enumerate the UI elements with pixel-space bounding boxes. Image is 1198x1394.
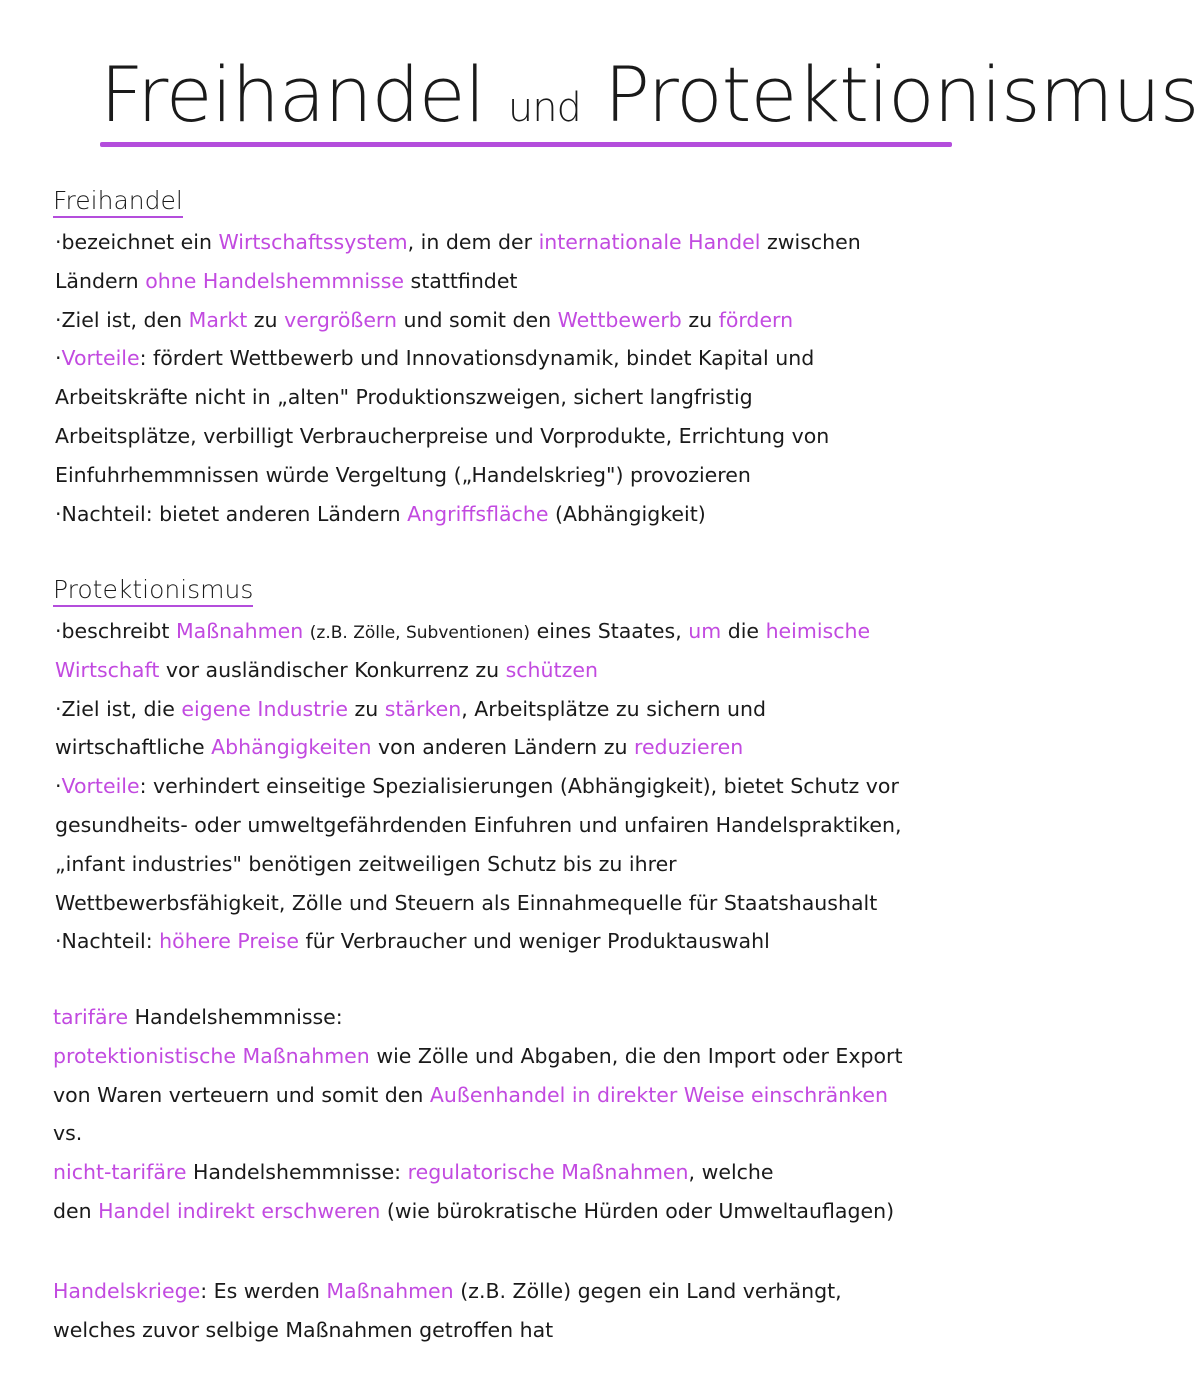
highlight-term: Abhängigkeiten xyxy=(211,735,372,760)
heading-freihandel: Freihandel xyxy=(53,186,183,218)
highlight-term: Maßnahmen xyxy=(326,1279,454,1303)
text-segment: von anderen Ländern zu xyxy=(371,735,634,760)
text-segment: vor ausländischer Konkurrenz zu xyxy=(159,657,506,682)
title-underline xyxy=(100,142,952,147)
text-segment: stattfindet xyxy=(404,268,518,293)
title-part2: Protektionismus xyxy=(604,50,1198,139)
text-segment: zu xyxy=(247,307,285,332)
text-segment: ·bezeichnet ein xyxy=(55,230,219,254)
text-line xyxy=(53,1037,1040,1076)
text-line xyxy=(55,690,1040,729)
text-segment: ·Ziel ist, den xyxy=(55,307,189,332)
text-segment: ·Nachteil: xyxy=(55,929,160,954)
text-line xyxy=(55,728,1040,767)
text-segment: wie Zölle und Abgaben, die den Import oder Export xyxy=(369,1043,903,1068)
text-line xyxy=(55,378,1040,417)
text-segment: gesundheits- oder umweltgefährdenden Einfuhren und unfairen Handelspraktiken, xyxy=(55,812,902,837)
text-segment: Arbeitsplätze, verbilligt Verbraucherpreise und Vorprodukte, Errichtung von xyxy=(55,423,830,448)
title-connector: und xyxy=(507,85,581,131)
highlight-term: heimische xyxy=(765,619,871,643)
highlight-term: um xyxy=(688,619,722,643)
highlight-term: protektionistische Maßnahmen xyxy=(53,1043,370,1068)
text-segment: zu xyxy=(347,696,385,721)
text-line xyxy=(53,1114,1040,1153)
highlight-term: Angriffsfläche xyxy=(407,501,549,526)
text-line xyxy=(55,884,1040,923)
heading-protektionismus: Protektionismus xyxy=(53,575,253,607)
text-segment: · xyxy=(55,774,62,799)
text-segment: und somit den xyxy=(397,307,558,332)
text-segment: die xyxy=(721,619,766,643)
highlight-term: vergrößern xyxy=(284,307,397,332)
highlight-term: fördern xyxy=(718,307,794,332)
text-segment: ·Nachteil: bietet anderen Ländern xyxy=(55,501,408,526)
highlight-term: stärken xyxy=(384,696,462,721)
text-line xyxy=(55,845,1040,884)
section-protektionismus xyxy=(55,612,1040,961)
text-line xyxy=(53,1076,1040,1115)
text-segment: (z.B. Zölle) gegen ein Land verhängt, xyxy=(453,1279,842,1303)
text-segment: , welche xyxy=(688,1160,774,1185)
highlight-term: Wettbewerb xyxy=(557,307,682,332)
highlight-term: Maßnahmen xyxy=(175,619,304,643)
text-segment: von Waren verteuern und somit den xyxy=(53,1082,430,1107)
text-segment: eines Staates, xyxy=(530,619,689,643)
text-line xyxy=(53,1153,1040,1192)
text-segment: : Es werden xyxy=(200,1279,327,1303)
text-segment: Wettbewerbsfähigkeit, Zölle und Steuern als Einnahmequelle für Staatshaushalt xyxy=(55,890,878,915)
text-segment: Einfuhrhemmnissen würde Vergeltung („Handelskrieg") provozieren xyxy=(55,462,751,487)
text-segment: wirtschaftliche xyxy=(55,735,212,760)
highlight-term: Außenhandel in direkter Weise einschränken xyxy=(429,1082,888,1107)
text-segment: ·beschreibt xyxy=(55,619,176,643)
section-handelskriege xyxy=(53,1272,1040,1350)
highlight-term: Wirtschaftssystem xyxy=(218,230,408,254)
text-segment: , Arbeitsplätze zu sichern und xyxy=(461,696,767,721)
highlight-term: regulatorische Maßnahmen xyxy=(407,1160,689,1185)
text-segment: : verhindert einseitige Spezialisierungen (Abhängigkeit), bietet Schutz vor xyxy=(139,774,899,799)
highlight-term: reduzieren xyxy=(633,735,744,760)
text-segment: (wie bürokratische Hürden oder Umweltauflagen) xyxy=(380,1198,895,1223)
text-segment: welches zuvor selbige Maßnahmen getroffen hat xyxy=(53,1317,554,1342)
section-freihandel xyxy=(55,223,1040,533)
text-line xyxy=(55,339,1040,378)
text-line xyxy=(55,495,1040,534)
text-line xyxy=(53,1311,1040,1350)
text-segment: zwischen xyxy=(760,230,861,254)
text-line xyxy=(53,1272,1040,1311)
text-line xyxy=(55,262,1040,301)
highlight-term: Handelskriege xyxy=(53,1279,201,1303)
text-line xyxy=(55,806,1040,845)
text-segment: ·Ziel ist, die xyxy=(55,696,182,721)
text-segment: Handelshemmnisse: xyxy=(186,1160,408,1185)
text-line xyxy=(55,651,1040,690)
highlight-term: tarifäre xyxy=(53,1005,129,1029)
highlight-term: internationale Handel xyxy=(538,230,761,254)
text-segment: Arbeitskräfte nicht in „alten" Produktionszweigen, sichert langfristig xyxy=(55,385,753,410)
text-note: (z.B. Zölle, Subventionen) xyxy=(309,623,531,643)
highlight-term: nicht-tarifäre xyxy=(53,1160,187,1185)
text-line xyxy=(55,922,1040,961)
text-line xyxy=(55,612,1040,651)
highlight-term: Wirtschaft xyxy=(55,657,160,682)
text-segment: Handelshemmnisse: xyxy=(128,1005,343,1029)
text-line xyxy=(55,767,1040,806)
text-segment: (Abhängigkeit) xyxy=(548,501,706,526)
text-line xyxy=(53,998,1040,1037)
title-part1: Freihandel xyxy=(100,50,485,139)
highlight-term: eigene Industrie xyxy=(181,696,348,721)
text-segment: den xyxy=(53,1198,99,1223)
highlight-term: schützen xyxy=(505,657,598,682)
text-segment: , in dem der xyxy=(407,230,539,254)
text-line xyxy=(55,301,1040,340)
highlight-term: Markt xyxy=(188,307,248,332)
highlight-term: höhere Preise xyxy=(159,929,299,954)
highlight-term: Vorteile xyxy=(61,346,140,371)
section-handelshemmnisse xyxy=(53,998,1040,1231)
highlight-term: Handel indirekt erschweren xyxy=(98,1198,381,1223)
text-segment: zu xyxy=(681,307,719,332)
text-line xyxy=(55,223,1040,262)
text-segment: vs. xyxy=(53,1121,83,1146)
text-segment: für Verbraucher und weniger Produktauswahl xyxy=(298,929,770,954)
highlight-term: ohne Handelshemmnisse xyxy=(145,268,405,293)
text-line xyxy=(53,1192,1040,1231)
highlight-term: Vorteile xyxy=(61,774,140,799)
text-segment: · xyxy=(55,346,62,371)
text-segment: : fördert Wettbewerb und Innovationsdynamik, bindet Kapital und xyxy=(139,346,815,371)
text-line xyxy=(55,456,1040,495)
text-segment: „infant industries" benötigen zeitweiligen Schutz bis zu ihrer xyxy=(55,851,677,876)
text-line xyxy=(55,417,1040,456)
text-segment: Ländern xyxy=(55,268,146,293)
